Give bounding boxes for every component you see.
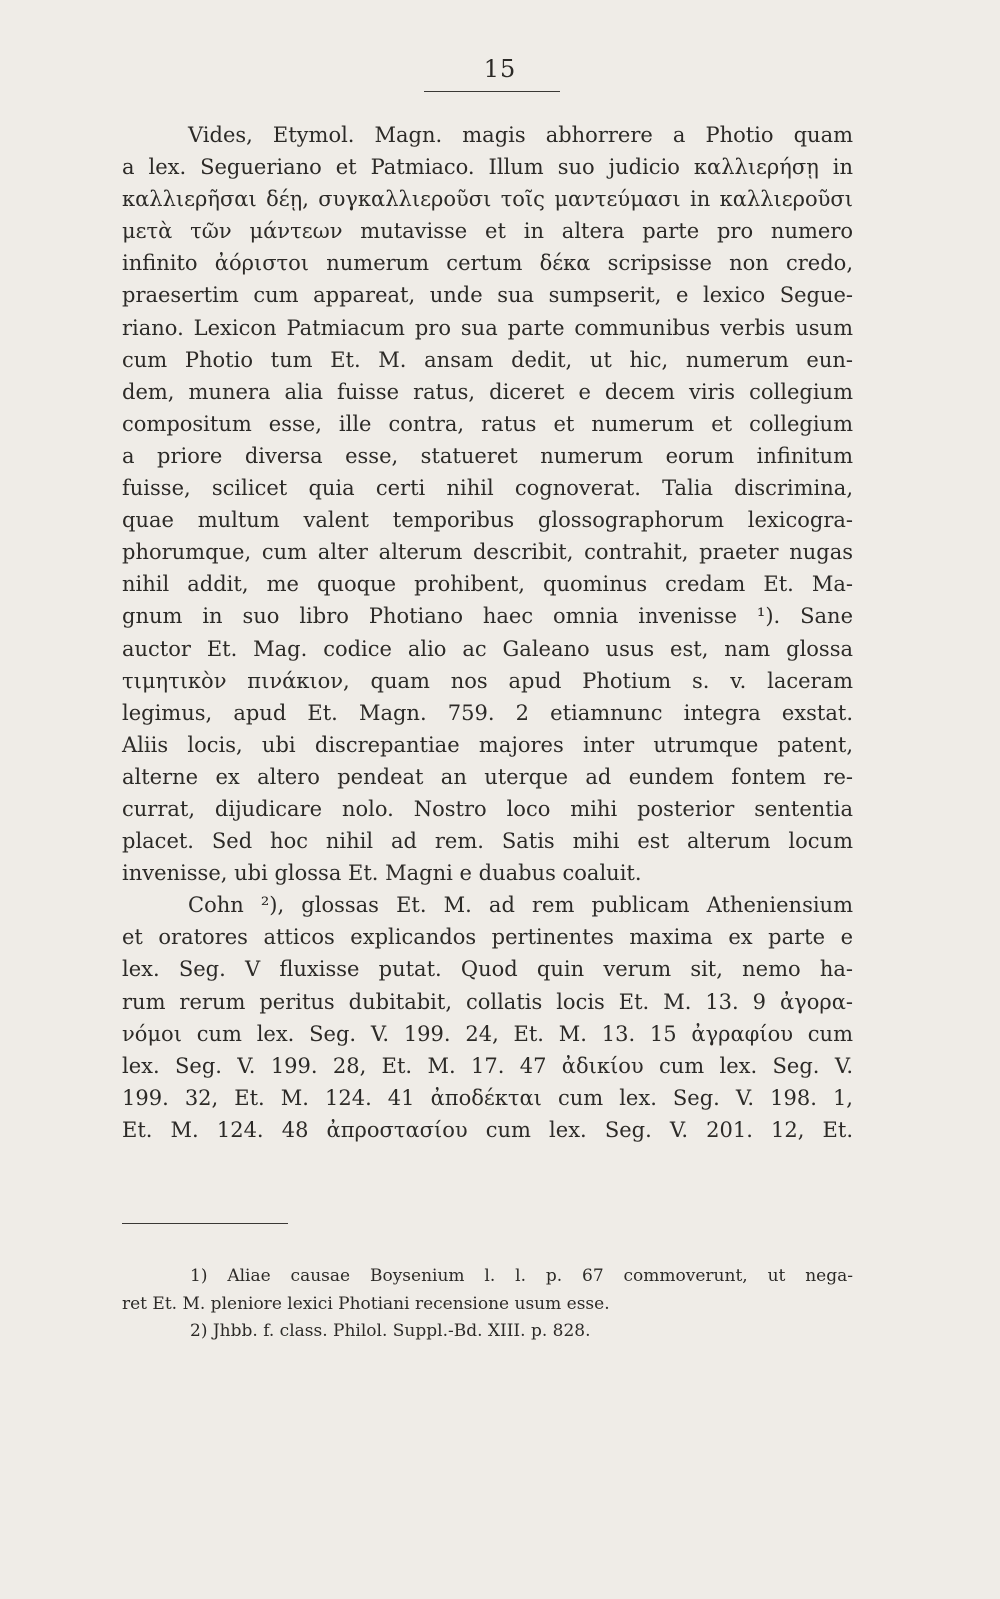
footnote-line-2: ret Et. M. pleniore lexici Photiani recensione usum esse. (122, 1293, 610, 1314)
footnote-separator (122, 1223, 288, 1224)
text-line-25: Cohn ²), glossas Et. M. ad rem publicam Atheniensium (188, 893, 853, 918)
footnotes (122, 1263, 853, 1346)
text-line-3: καλλιερῆσαι δέῃ, συγκαλλιεροῦσι τοῖς μαντεύμασι in καλλιεροῦσι (122, 187, 853, 212)
text-line-8: cum Photio tum Et. M. ansam dedit, ut hic, numerum eun- (122, 347, 853, 372)
text-line-26: et oratores atticos explicandos pertinentes maxima ex parte e (122, 925, 853, 950)
text-line-11: a priore diversa esse, statueret numerum eorum infinitum (122, 443, 853, 468)
text-line-32: Et. M. 124. 48 ἀπροστασίου cum lex. Seg. V. 201. 12, Et. (122, 1117, 853, 1142)
text-line-22: currat, dijudicare nolo. Nostro loco mihi posterior sententia (122, 796, 853, 821)
text-line-19: legimus, apud Et. Magn. 759. 2 etiamnunc integra exstat. (122, 700, 853, 725)
text-line-23: placet. Sed hoc nihil ad rem. Satis mihi est alterum locum (122, 829, 853, 854)
text-line-14: phorumque, cum alter alterum describit, contrahit, praeter nugas (122, 540, 853, 565)
text-line-10: compositum esse, ille contra, ratus et numerum et collegium (122, 411, 853, 436)
text-line-7: riano. Lexicon Patmiacum pro sua parte communibus verbis usum (122, 315, 853, 340)
text-line-29: νόμοι cum lex. Seg. V. 199. 24, Et. M. 13. 15 ἀγραφίου cum (122, 1021, 853, 1046)
text-line-13: quae multum valent temporibus glossographorum lexicogra- (122, 508, 853, 533)
text-line-28: rum rerum peritus dubitabit, collatis locis Et. M. 13. 9 ἀγορα- (122, 989, 853, 1014)
text-line-20: Aliis locis, ubi discrepantiae majores inter utrumque patent, (122, 732, 853, 757)
page-number: 15 (483, 55, 517, 83)
text-line-30: lex. Seg. V. 199. 28, Et. M. 17. 47 ἀδικίου cum lex. Seg. V. (122, 1053, 853, 1078)
text-line-18: τιμητικὸν πινάκιον, quam nos apud Photium s. v. laceram (122, 668, 853, 693)
main-text (122, 119, 853, 1146)
text-line-21: alterne ex altero pendeat an uterque ad eundem fontem re- (122, 764, 853, 789)
text-line-16: gnum in suo libro Photiano haec omnia invenisse ¹). Sane (122, 604, 853, 629)
text-line-15: nihil addit, me quoque prohibent, quominus credam Et. Ma- (122, 572, 853, 597)
footnote-line-3: 2) Jhbb. f. class. Philol. Suppl.-Bd. XIII. p. 828. (190, 1321, 591, 1341)
text-line-17: auctor Et. Mag. codice alio ac Galeano usus est, nam glossa (122, 636, 853, 661)
footnote-line-1: 1) Aliae causae Boysenium l. l. p. 67 commoverunt, ut nega- (190, 1266, 853, 1286)
text-line-5: infinito ἀόριστοι numerum certum δέκα scripsisse non credo, (122, 251, 853, 276)
text-line-9: dem, munera alia fuisse ratus, diceret e decem viris collegium (122, 379, 853, 404)
text-line-27: lex. Seg. V fluxisse putat. Quod quin verum sit, nemo ha- (122, 957, 853, 982)
text-line-1: Vides, Etymol. Magn. magis abhorrere a Photio quam (188, 123, 853, 147)
page-number-rule (424, 91, 560, 92)
text-line-31: 199. 32, Et. M. 124. 41 ἀποδέκται cum lex. Seg. V. 198. 1, (122, 1085, 853, 1110)
text-line-12: fuisse, scilicet quia certi nihil cognoverat. Talia discrimina, (122, 476, 853, 501)
text-line-4: μετὰ τῶν μάντεων mutavisse et in altera parte pro numero (122, 219, 853, 244)
text-line-24: invenisse, ubi glossa Et. Magni e duabus coaluit. (122, 861, 642, 886)
text-line-2: a lex. Segueriano et Patmiaco. Illum suo judicio καλλιερήσῃ in (122, 155, 853, 180)
text-line-6: praesertim cum appareat, unde sua sumpserit, e lexico Segue- (122, 283, 853, 308)
